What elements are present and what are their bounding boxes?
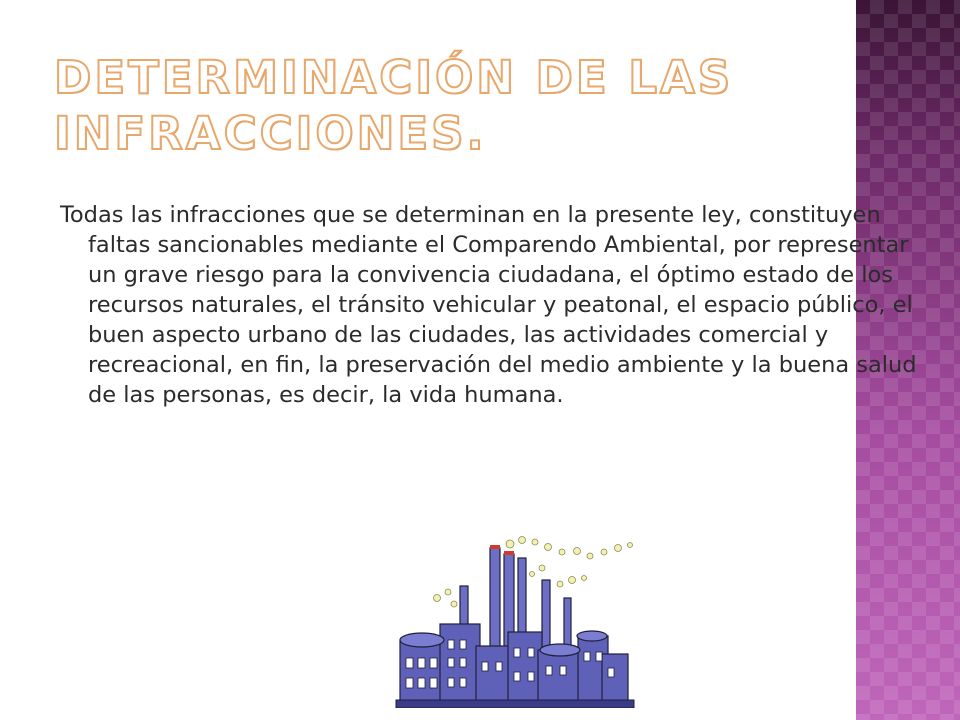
factory-illustration <box>392 528 642 708</box>
slide-title: DETERMINACIÓN DE LAS INFRACCIONES. <box>54 51 734 160</box>
slide-body-text: Todas las infracciones que se determinan en la presente ley, constituyen faltas sancionables mediante el Comparendo Ambiental, por representar un grave riesgo para la convivencia ciudadana, el óptimo estado de los recursos naturales, el tránsito vehicular y peatonal, el espacio público, el buen aspecto urbano de las ciudades, las actividades comercial y recreacional, en fin, la preservación del medio ambiente y la buena salud de las personas, es decir, la vida humana. <box>60 202 917 408</box>
